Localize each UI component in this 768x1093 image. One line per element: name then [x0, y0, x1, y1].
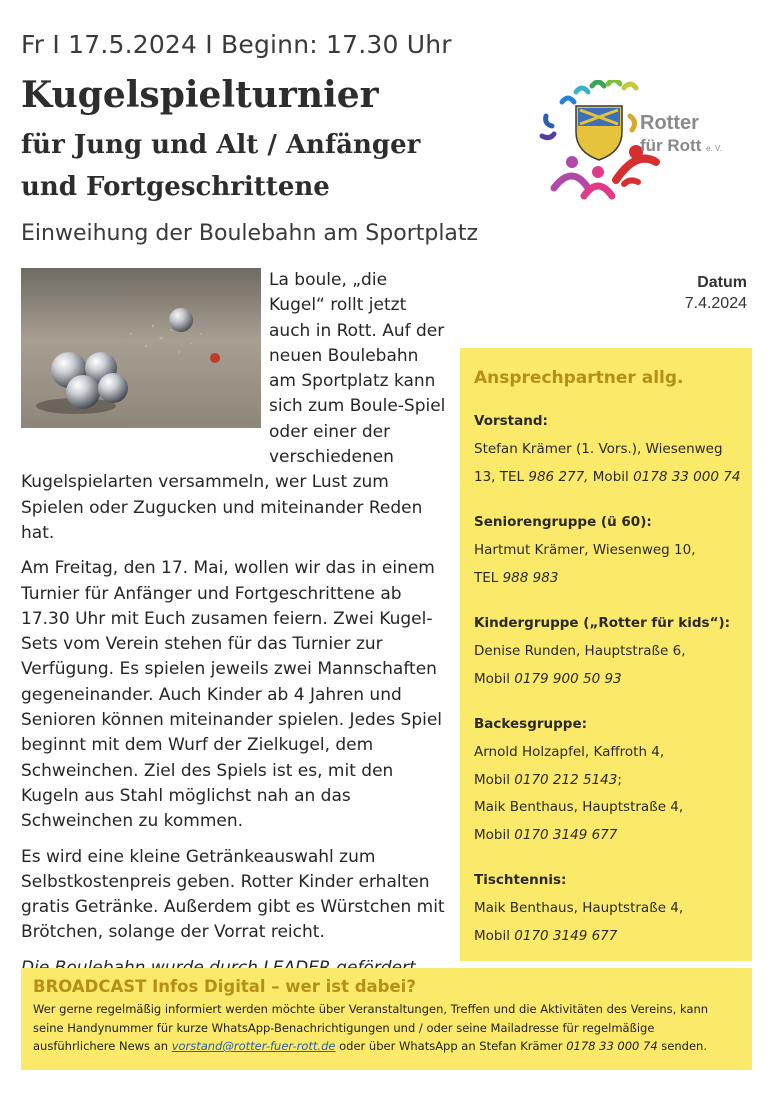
logo-name-line-2	[640, 135, 722, 160]
contact-text: Maik Benthaus, Hauptstraße 4,	[474, 799, 684, 815]
contact-phone: 0170 3149 677	[514, 927, 618, 944]
datum-value: 7.4.2024	[684, 295, 747, 312]
subtitle-line-1: für Jung und Alt / Anfänger	[21, 130, 421, 160]
contact-group-title: Vorstand:	[474, 413, 548, 429]
contact-text: TEL	[474, 569, 503, 586]
email-link[interactable]: vorstand@rotter-fuer-rott.de	[171, 1039, 336, 1053]
contact-text: Mobil	[474, 927, 515, 944]
document-date	[685, 272, 747, 314]
contact-line	[474, 794, 740, 822]
subtitle-line-2: und Fortgeschrittene	[21, 172, 330, 202]
broadcast-text	[33, 1000, 740, 1056]
contact-text: ;	[617, 771, 622, 788]
contact-line	[474, 822, 740, 850]
logo-name-line-1: Rotter	[640, 112, 699, 134]
contact-line	[474, 923, 740, 951]
contact-line	[474, 537, 740, 565]
broadcast-text-before: Wer gerne regelmäßig informiert werden möchte über Veranstaltungen, Treffen und die Aktivitäten des Vereins, kann seine Handynummer für kurze WhatsApp-Benachrichtigungen und / oder seine Mailadresse für regelmäßige ausführlichere News an	[33, 1002, 709, 1053]
contact-phone: 0170 3149 677	[514, 826, 618, 843]
broadcast-text-after: senden.	[657, 1039, 707, 1053]
broadcast-text-middle: oder über WhatsApp an Stefan Krämer	[335, 1039, 567, 1053]
contact-line	[474, 666, 740, 694]
contact-phone: 0179 900 50 93	[514, 670, 622, 687]
broadcast-box	[21, 968, 752, 1070]
contact-group-title: Kindergruppe („Rotter für kids“):	[474, 615, 731, 631]
contact-box	[460, 348, 752, 961]
event-date-line: Fr I 17.5.2024 I Beginn: 17.30 Uhr	[21, 30, 452, 59]
article-paragraph-2: Am Freitag, den 17. Mai, wollen wir das in einem Turnier für Anfänger und Fortgeschrittene ab 17.30 Uhr mit Euch zusamen feiern. Zwei Kugel-Sets vom Verein stehen für das Turnier zur Verfügung. Es spielen jeweils zwei Mannschaften gegeneinander. Auch Kinder ab 4 Jahren und Senioren können miteinander spielen. Jedes Spiel beginnt mit dem Wurf der Zielkugel, dem Schweinchen. Ziel des Spiels ist es, mit den Kugeln aus Stahl möglichst nah an das Schweinchen zu kommen.	[21, 558, 443, 832]
contact-text: Maik Benthaus, Hauptstraße 4,	[474, 900, 684, 916]
contact-group	[474, 507, 740, 592]
broadcast-heading: BROADCAST Infos Digital – wer ist dabei?	[33, 977, 416, 996]
logo-suffix: e. V.	[706, 144, 722, 153]
contact-text: Stefan Krämer (1. Vors.), Wiesenweg	[474, 441, 723, 457]
logo-name-line-2-text: für Rott	[640, 136, 702, 155]
club-logo-text	[640, 112, 722, 160]
contact-line	[474, 895, 740, 923]
contact-phone: 988 983	[502, 569, 559, 586]
contact-text: Arnold Holzapfel, Kaffroth 4,	[474, 744, 665, 760]
contact-group	[474, 406, 740, 491]
contact-line	[474, 638, 740, 666]
contact-phone: 0170 212 5143	[514, 771, 618, 788]
contact-line	[474, 739, 740, 767]
article-paragraph-1: La boule, „die Kugel“ rollt jetzt auch in Rott. Auf der neuen Boulebahn am Sportplatz kann sich zum Boule-Spiel oder einer der verschiedenen Kugelspielarten versammeln, wer Lust zum Spielen oder Zugucken und miteinander Reden hat.	[21, 270, 446, 543]
contact-text: Mobil	[474, 826, 515, 843]
contact-groups	[474, 406, 740, 950]
contact-heading: Ansprechpartner allg.	[474, 368, 684, 388]
contact-text: Mobil	[474, 670, 515, 687]
contact-group-title: Seniorengruppe (ü 60):	[474, 514, 652, 530]
article-paragraph-3: Es wird eine kleine Getränkeauswahl zum Selbstkostenpreis geben. Rotter Kinder erhalten gratis Getränke. Außerdem gibt es Würstchen mit Brötchen, solange der Vorrat reicht.	[21, 846, 445, 943]
contact-line	[474, 464, 740, 492]
contact-group	[474, 709, 740, 849]
contact-phone: 986 277,	[528, 468, 593, 485]
contact-text: Denise Runden, Hauptstraße 6,	[474, 643, 686, 659]
contact-line	[474, 436, 740, 464]
contact-line	[474, 767, 740, 795]
page-title: Kugelspielturnier	[21, 74, 379, 116]
contact-text: 13, TEL	[474, 468, 529, 485]
whatsapp-phone: 0178 33 000 74	[566, 1039, 658, 1053]
contact-text: Hartmut Krämer, Wiesenweg 10,	[474, 542, 696, 558]
contact-phone: 0178 33 000 74	[633, 468, 741, 485]
contact-group	[474, 608, 740, 693]
subheading: Einweihung der Boulebahn am Sportplatz	[21, 221, 479, 246]
contact-group	[474, 865, 740, 950]
contact-text: Mobil	[592, 468, 634, 485]
contact-line	[474, 565, 740, 593]
contact-group-title: Tischtennis:	[474, 872, 567, 888]
contact-text: Mobil	[474, 771, 515, 788]
contact-group-title: Backesgruppe:	[474, 716, 588, 732]
datum-label: Datum	[697, 274, 747, 291]
article-body	[21, 268, 446, 991]
